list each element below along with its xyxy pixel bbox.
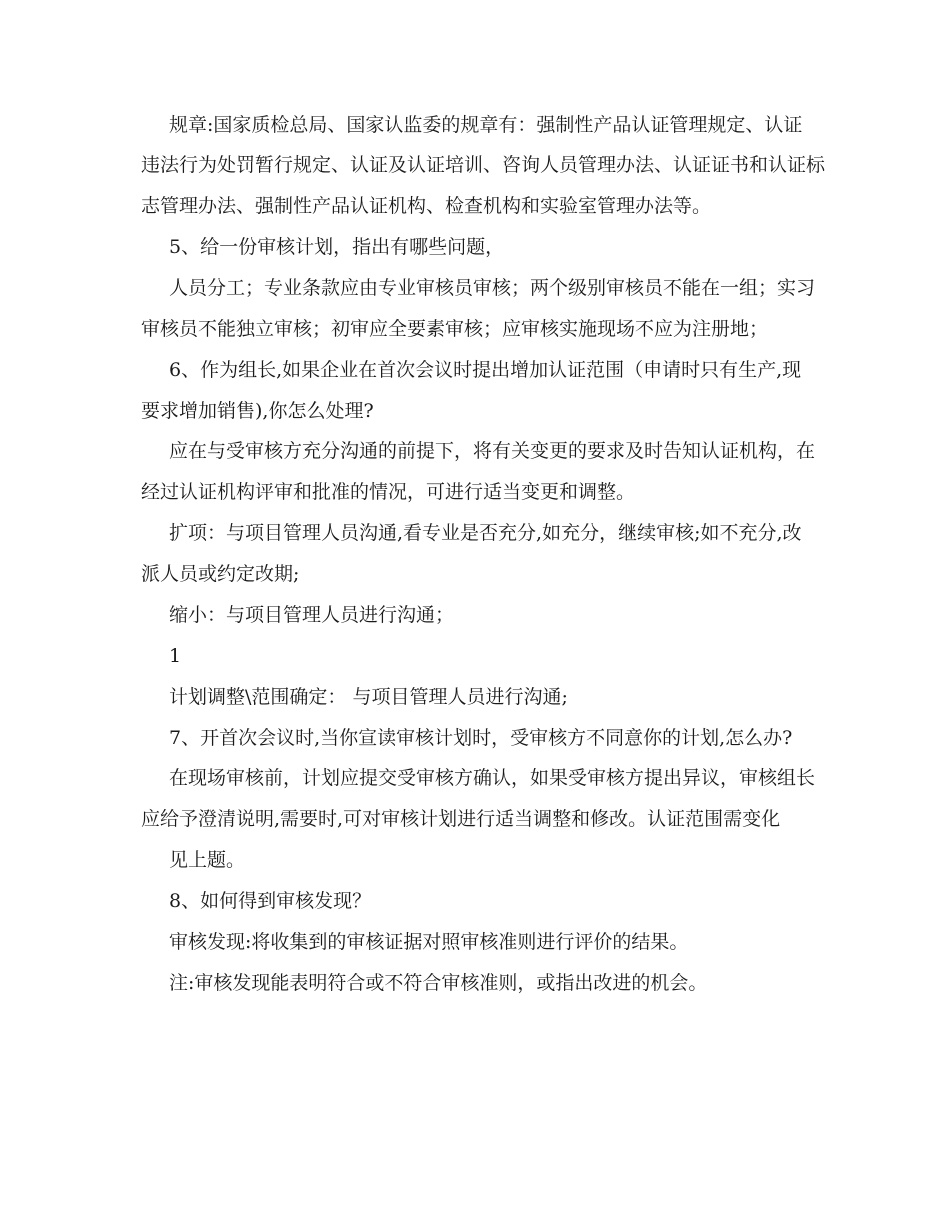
text-line: 人员分工；专业条款应由专业审核员审核；两个级别审核员不能在一组；实习 <box>169 277 816 299</box>
text-line: 审核员不能独立审核；初审应全要素审核；应审核实施现场不应为注册地； <box>141 318 769 340</box>
text-line: 规章:国家质检总局、国家认监委的规章有：强制性产品认证管理规定、认证 <box>169 114 803 136</box>
text-line: 审核发现:将收集到的审核证据对照审核准则进行评价的结果。 <box>169 931 689 953</box>
text-line: 志管理办法、强制性产品认证机构、检查机构和实验室管理办法等。 <box>141 195 712 217</box>
question-heading: 7、开首次会议时,当你宣读审核计划时，受审核方不同意你的计划,怎么办? <box>169 727 793 749</box>
question-heading: 8、如何得到审核发现？ <box>169 890 372 912</box>
text-line: 见上题。 <box>169 849 246 871</box>
text-line: 经过认证机构评审和批准的情况，可进行适当变更和调整。 <box>141 481 636 503</box>
question-heading: 5、给一份审核计划，指出有哪些问题， <box>169 236 505 258</box>
text-line: 应给予澄清说明,需要时,可对审核计划进行适当调整和修改。认证范围需变化 <box>141 808 781 830</box>
text-line: 计划调整\范围确定： 与项目管理人员进行沟通; <box>169 686 568 708</box>
text-line: 在现场审核前，计划应提交受审核方确认，如果受审核方提出异议，审核组长 <box>169 767 816 789</box>
text-line: 要求增加销售),你怎么处理? <box>141 400 374 422</box>
question-heading: 6、作为组长,如果企业在首次会议时提出增加认证范围（申请时只有生产,现 <box>169 359 802 381</box>
text-line: 派人员或约定改期; <box>141 563 300 585</box>
text-line: 违法行为处罚暂行规定、认证及认证培训、咨询人员管理办法、认证证书和认证标 <box>141 154 826 176</box>
text-line: 缩小：与项目管理人员进行沟通； <box>169 604 455 626</box>
page-number: 1 <box>169 645 182 667</box>
text-line: 扩项：与项目管理人员沟通,看专业是否充分,如充分，继续审核;如不充分,改 <box>169 522 802 544</box>
text-line: 注:审核发现能表明符合或不符合审核准则，或指出改进的机会。 <box>169 972 708 994</box>
text-line: 应在与受审核方充分沟通的前提下，将有关变更的要求及时告知认证机构，在 <box>169 440 816 462</box>
